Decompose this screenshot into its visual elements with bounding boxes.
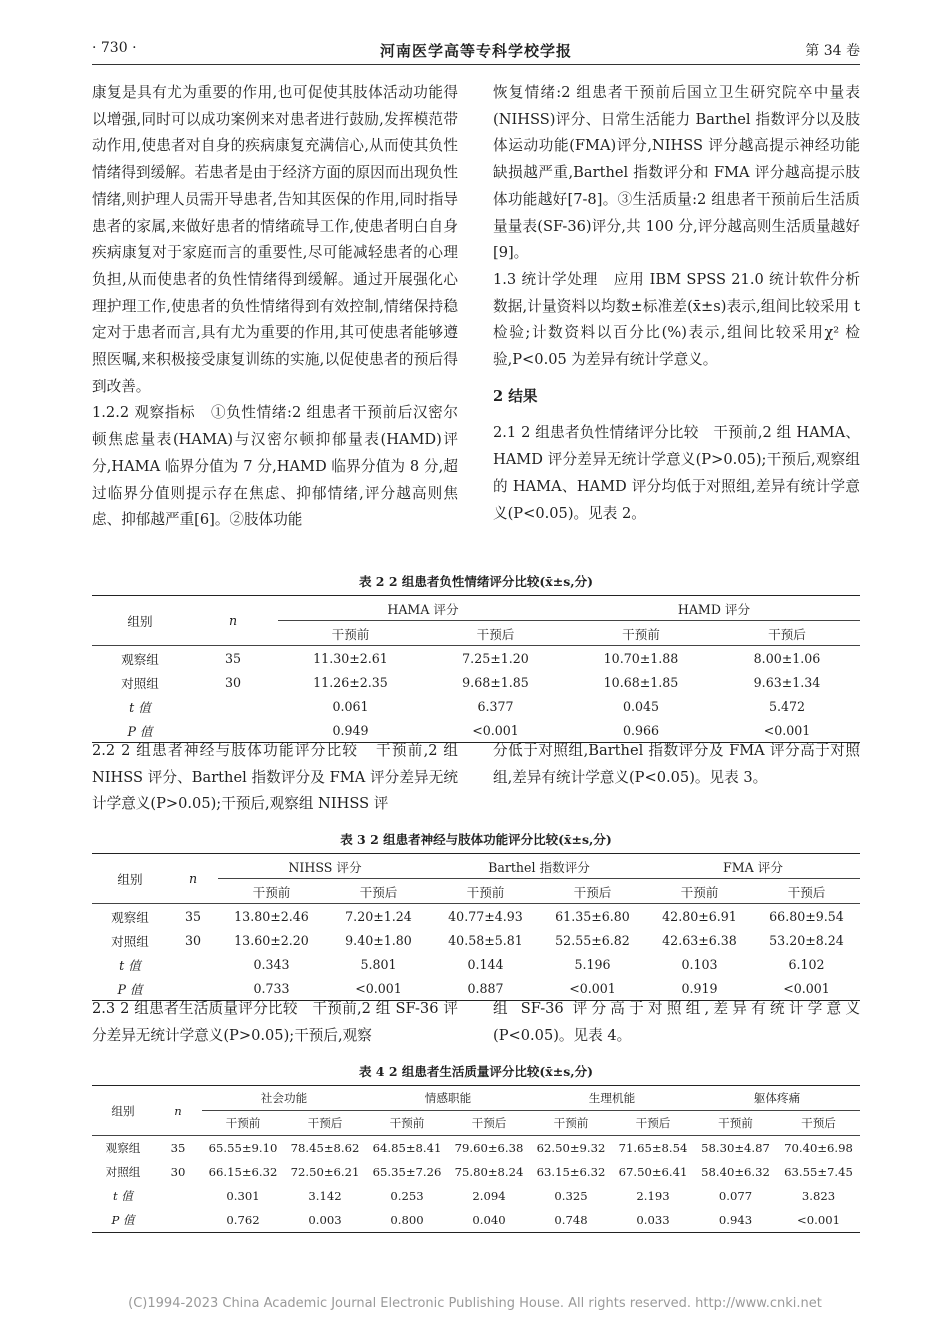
table3-cell: 35 [184,908,202,924]
table3-cell: 0.919 [646,976,753,1001]
table2-row [92,646,860,671]
table3-head-nihss: NIHSS 评分 [218,854,432,879]
table3-row [92,904,860,929]
table2-cell: <0.001 [423,718,568,743]
table4-cell: t 值 [113,1189,133,1203]
table4-cell: 0.762 [202,1208,284,1233]
table3-cell: <0.001 [325,976,432,1001]
table2-cell: <0.001 [714,718,860,743]
table4-cell: 2.193 [636,1189,670,1203]
section-2-3-heading: 2.3 2 组患者生活质量评分比较 [92,1000,298,1017]
table2-caption: 表 2 2 组患者负性情绪评分比较(x̄±s,分) [358,574,594,589]
table2-cell: 0.045 [622,698,660,714]
section-1-2-2 [92,400,458,534]
table2-cell: 对照组 [121,675,159,691]
table4-cell: 58.30±4.87 [701,1141,770,1155]
table2-head-n: n [188,596,278,646]
table4-cell: 72.50±6.21 [290,1165,360,1179]
table4-cell: 3.823 [801,1189,836,1203]
table4-sub: 干预前 [202,1111,284,1136]
page-number: · 730 · [92,40,137,56]
table4-sub: 干预后 [448,1111,530,1136]
table2-sub: 干预后 [423,621,568,646]
table4-head-group: 组别 [92,1086,154,1136]
section-2-3 [92,996,458,1049]
table4-cell: 0.040 [448,1208,530,1233]
table4-cell: 0.943 [694,1208,777,1233]
section-2-3-right [493,996,860,1049]
table4-row [92,1136,860,1161]
table3-cell: 40.58±5.81 [448,932,523,948]
table3-cell: 30 [184,932,202,948]
table3-cell: P 值 [92,976,168,1001]
section-2-3-text-left: 干预前,2 组 SF-36 评分差异无统计学意义(P>0.05);干预后,观察 [92,1000,458,1044]
table4-cell: 63.15±6.32 [536,1165,606,1179]
table2-cell: 0.061 [332,698,369,714]
table3-sub: 干预后 [753,879,860,904]
table2-cell: 9.63±1.34 [753,674,821,690]
table3-caption: 表 3 2 组患者神经与肢体功能评分比较(x̄±s,分) [340,832,612,847]
table4-cell: 0.077 [718,1189,753,1203]
table4-row [92,1208,860,1233]
left-column-top [92,80,458,534]
table2-cell: 10.68±1.85 [603,674,679,690]
table3-cell: <0.001 [753,976,860,1001]
table4-cell: 0.033 [612,1208,694,1233]
section-2-3-text-right: 组 SF-36 评分高于对照组,差异有统计学意义(P<0.05)。见表 4。 [493,1000,860,1044]
table3-head-barthel: Barthel 指数评分 [432,854,646,879]
table4-cell [154,1208,202,1233]
table2-head-hamd: HAMD 评分 [568,596,860,621]
table2-cell: 11.26±2.35 [313,674,388,690]
table2-cell: 8.00±1.06 [753,650,821,666]
table4-head-n: n [154,1086,202,1136]
table3-cell: 66.80±9.54 [769,908,844,924]
table4-cell: 75.80±8.24 [454,1165,524,1179]
table4-row [92,1184,860,1208]
table4-cell: 对照组 [105,1165,141,1179]
table3-cell: 5.196 [574,956,611,972]
table3-cell: <0.001 [539,976,646,1001]
section-2-2-text-right: 分低于对照组,Barthel 指数评分及 FMA 评分高于对照组,差异有统计学意义(P<0.05)。见表 3。 [493,742,860,786]
table4-cell: 63.55±7.45 [784,1165,853,1179]
table3-row [92,952,860,976]
table3-cell: 52.55±6.82 [555,932,630,948]
section-2-2-left [92,738,458,818]
table4-cell: 0.253 [390,1189,424,1203]
section-2-2 [92,738,458,818]
section-2-1-heading: 2.1 2 组患者负性情绪评分比较 [493,424,699,442]
table4-sub: 干预后 [612,1111,694,1136]
table4-cell: 64.85±8.41 [372,1141,442,1155]
table3-cell: 9.40±1.80 [345,932,412,948]
table3-cell: 13.80±2.46 [234,908,309,924]
table2-sub: 干预后 [714,621,860,646]
table3-cell: 40.77±4.93 [448,908,523,924]
table4-cell: 70.40±6.98 [784,1141,853,1155]
table4-sub: 干预后 [284,1111,366,1136]
table4-cell: 78.45±8.62 [290,1141,360,1155]
table3-cell: 6.102 [788,956,825,972]
table4-caption: 表 4 2 组患者生活质量评分比较(x̄±s,分) [358,1064,594,1079]
header-rule [92,64,860,65]
table3-cell: 观察组 [111,909,149,925]
section-2-2-heading: 2.2 2 组患者神经与肢体功能评分比较 [92,742,359,759]
table2-cell [188,694,278,718]
table3-cell: t 值 [119,957,141,973]
table3-sub: 干预前 [218,879,325,904]
table3-cell: 42.63±6.38 [662,932,737,948]
table2 [92,595,860,743]
table3-sub: 干预前 [646,879,753,904]
table4-cell: 0.003 [284,1208,366,1233]
table4-sub: 干预前 [694,1111,777,1136]
table4-cell: 0.748 [530,1208,612,1233]
table2-cell: 9.68±1.85 [462,674,529,690]
section-1-2-2-text: ①负性情绪:2 组患者干预前后汉密尔顿焦虑量表(HAMA)与汉密尔顿抑郁量表(HAMD)评分,HAMA 临界分值为 7 分,HAMD 临界分值为 8 分,超过临界分值则提示存在焦虑、抑郁情绪,评分越高则焦虑、抑郁越严重[6]。②肢体功能 [92,404,458,529]
table4-cell: 67.50±6.41 [618,1165,688,1179]
table3-cell: 53.20±8.24 [769,932,844,948]
table4-sub: 干预后 [777,1111,860,1136]
table3-cell: 61.35±6.80 [555,908,630,924]
table3-cell: 42.80±6.91 [662,908,737,924]
table2-cell: 30 [224,674,242,690]
section-1-3-text: 应用 IBM SPSS 21.0 统计软件分析数据,计量资料以均数±标准差(x̄±s)表示,组间比较采用 t 检验;计数资料以百分比(%)表示,组间比较采用χ² 检验,P<0.05 为差异有统计学意义。 [493,270,860,369]
table3-head-group: 组别 [92,854,168,904]
table3-sub: 干预后 [539,879,646,904]
table4-cell: 观察组 [105,1141,141,1155]
table2-cell: 11.30±2.61 [313,650,388,666]
table2-sub: 干预前 [568,621,714,646]
volume-label: 第 34 卷 [805,43,860,59]
section-2-3-left [92,996,458,1049]
table2-head-hama: HAMA 评分 [278,596,568,621]
section-1-3 [493,267,860,374]
section-2-1-text: 干预前,2 组 HAMA、HAMD 评分差异无统计学意义(P>0.05);干预后,观察组的 HAMA、HAMD 评分均低于对照组,差异有统计学意义(P<0.05)。见表 2。 [493,424,860,522]
table4-cell: 65.35±7.26 [372,1165,442,1179]
table3 [92,853,860,1001]
table3-sub: 干预后 [325,879,432,904]
running-header [92,40,860,76]
table3-cell: 0.144 [467,956,504,972]
table3-cell [168,952,218,976]
section-2-2-right [493,738,860,791]
table2-cell: 0.949 [278,718,423,743]
paragraph-indicators: 恢复情绪:2 组患者干预前后国立卫生研究院卒中量表(NIHSS)评分、日常生活能力 Barthel 指数评分以及肢体运动功能(FMA)评分,NIHSS 评分越高提示神经功能缺损越严重,Barthel 指数评分和 FMA 评分越高提示肢体功能越好[7-8]。③生活质量:2 组患者干预前后生活质量量表(SF-36)评分,共 100 分,评分越高则生活质量越好[9]。 [493,84,860,262]
table4-cell: 3.142 [308,1189,342,1203]
table3-cell: 0.103 [681,956,718,972]
table4-cell: 0.325 [554,1189,588,1203]
table3-head-fma: FMA 评分 [646,854,860,879]
table4-cell: P 值 [92,1208,154,1233]
table4-row [92,1160,860,1184]
table2-cell: 10.70±1.88 [603,650,679,666]
section-2-1 [493,420,860,527]
table2-cell: 7.25±1.20 [462,650,529,666]
table4-cell: 65.55±9.10 [208,1141,278,1155]
table3-row [92,928,860,952]
table4-cell: <0.001 [777,1208,860,1233]
table2-row [92,670,860,694]
table3-cell: 0.343 [253,956,290,972]
table2-cell: 6.377 [477,698,514,714]
table2-head-group: 组别 [92,596,188,646]
journal-title: 河南医学高等专科学校学报 [379,42,572,60]
table3-cell: 5.801 [360,956,397,972]
table4-head-physical: 生理机能 [530,1086,694,1111]
table2-cell: 35 [224,650,242,666]
table4-sub: 干预前 [366,1111,448,1136]
copyright-footer: (C)1994-2023 China Academic Journal Electronic Publishing House. All rights reserved. http://www.cnki.net [128,1296,822,1311]
table4-cell: 35 [170,1141,186,1155]
table4-head-social: 社会功能 [202,1086,366,1111]
table2-cell: 5.472 [768,698,806,714]
table2-sub: 干预前 [278,621,423,646]
table4-head-pain: 躯体疼痛 [694,1086,860,1111]
table3-cell: 0.887 [432,976,539,1001]
table4-cell: 71.65±8.54 [618,1141,688,1155]
table4-cell [154,1184,202,1208]
table4-cell: 30 [170,1165,186,1179]
table2-cell: 观察组 [121,651,159,667]
table4-cell: 0.301 [226,1189,260,1203]
table2-cell: 0.966 [568,718,714,743]
section-1-2-2-heading: 1.2.2 观察指标 [92,404,196,422]
section-2-heading: 2 结果 [493,387,538,405]
table3-cell: 13.60±2.20 [234,932,309,948]
table2-row [92,694,860,718]
table4-cell: 58.40±6.32 [701,1165,770,1179]
table2-cell: t 值 [129,699,151,715]
table4-sub: 干预前 [530,1111,612,1136]
table4 [92,1085,860,1233]
table3-cell: 7.20±1.24 [345,908,412,924]
table3-cell: 0.733 [218,976,325,1001]
table4-cell: 0.800 [366,1208,448,1233]
paragraph-psych-care: 康复是具有尤为重要的作用,也可促使其肢体活动功能得以增强,同时可以成功案例来对患者进行鼓励,发挥模范带动作用,使患者对自身的疾病康复充满信心,从而使其负性情绪得到缓解。若患者是由于经济方面的原因而出现负性情绪,则护理人员需开导患者,告知其医保的作用,同时指导患者的家属,来做好患者的情绪疏导工作,使患者明白自身疾病康复对于家庭而言的重要性,尽可能减轻患者的心理负担,从而使患者的负性情绪得到缓解。通过开展强化心理护理工作,使患者的负性情绪得到有效控制,情绪保持稳定对于患者而言,具有尤为重要的作用,其可使患者能够遵照医嘱,来积极接受康复训练的实施,以促使患者的预后得到改善。 [92,84,458,395]
section-2-2-text-left: 干预前,2 组 NIHSS 评分、Barthel 指数评分及 FMA 评分差异无统计学意义(P>0.05);干预后,观察组 NIHSS 评 [92,742,458,813]
table3-cell: 对照组 [111,933,149,949]
table4-cell: 79.60±6.38 [454,1141,524,1155]
table4-cell: 66.15±6.32 [208,1165,278,1179]
right-column-top [493,80,860,527]
section-1-3-heading: 1.3 统计学处理 [493,270,598,288]
table4-head-emotional: 情感职能 [366,1086,530,1111]
table4-cell: 62.50±9.32 [536,1141,606,1155]
table4-cell: 2.094 [472,1189,506,1203]
table2-cell: P 值 [92,718,188,743]
table3-sub: 干预前 [432,879,539,904]
table3-head-n: n [168,854,218,904]
